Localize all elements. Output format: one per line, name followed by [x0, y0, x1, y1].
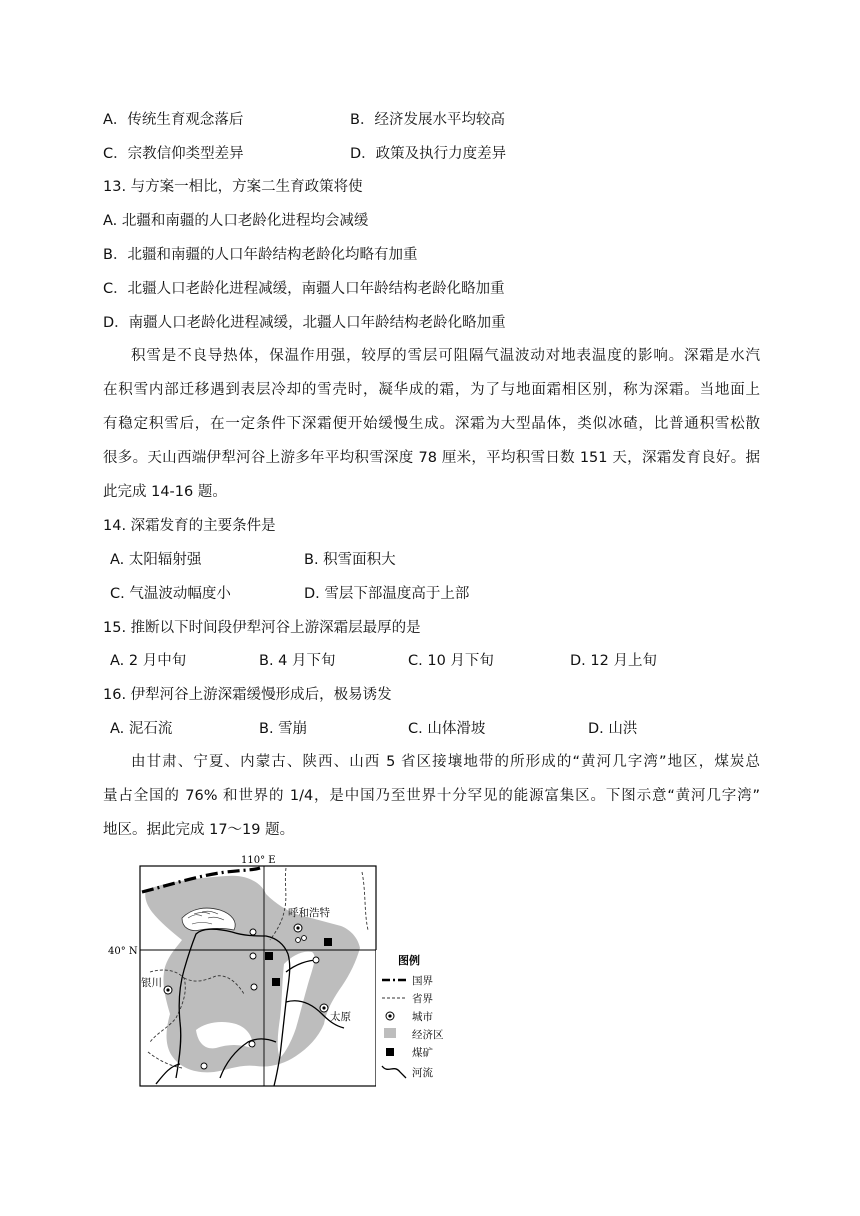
legend-river-label: 河流 [412, 1067, 433, 1079]
q16-option-b: B. 雪崩 [259, 721, 308, 737]
q14-option-c: C. 气温波动幅度小 [110, 586, 231, 602]
latitude-label: 40° N [108, 946, 138, 957]
passage1-line: 积雪是不良导热体，保温作用强，较厚的雪层可阻隔气温波动对地表温度的影响。深霜是水汽 [131, 348, 760, 364]
coal-mine [272, 978, 280, 986]
q15-option-d: D. 12 月上旬 [570, 653, 657, 669]
q14-option-b: B. 积雪面积大 [304, 552, 396, 568]
legend-province-label: 省界 [412, 993, 433, 1005]
coal-mine [265, 952, 273, 960]
passage2-line: 地区。据此完成 17～19 题。 [103, 822, 295, 838]
passage2-line: 量占全国的 76% 和世界的 1/4，是中国乃至世界十分罕见的能源富集区。下图示意“黄河几字湾” [103, 788, 760, 804]
q12-option-a: A．传统生育观念落后 [103, 112, 244, 128]
passage1-line: 有稳定积雪后，在一定条件下深霜便开始缓慢生成。深霜为大型晶体，类似冰碴，比普通积雪松散 [103, 416, 760, 432]
city-hohhot-label: 呼和浩特 [288, 907, 330, 919]
q16-option-d: D. 山洪 [588, 721, 638, 737]
passage1-line: 很多。天山西端伊犁河谷上游多年平均积雪深度 78 厘米，平均积雪日数 151 天，深霜发育良好。据 [103, 450, 760, 466]
coal-mine [324, 938, 332, 946]
q13-option-c: C．北疆人口老龄化进程减缓，南疆人口年龄结构老龄化略加重 [103, 281, 505, 297]
legend-coal-symbol [386, 1048, 394, 1056]
legend-city-label: 城市 [412, 1011, 433, 1023]
passage1-line: 在积雪内部迁移遇到表层冷却的雪壳时，凝华成的霜，为了与地面霜相区别，称为深霜。当地面上 [103, 382, 760, 398]
passage2-line: 由甘肃、宁夏、内蒙古、陕西、山西 5 省区接壤地带的所形成的“黄河几字湾”地区，煤炭总 [131, 754, 760, 770]
q15-stem: 15. 推断以下时间段伊犁河谷上游深霜层最厚的是 [103, 620, 421, 636]
q16-option-a: A. 泥石流 [110, 721, 173, 737]
q15-option-c: C. 10 月下旬 [408, 653, 494, 669]
city-hohhot-dot [296, 926, 299, 929]
longitude-label: 110° E [241, 855, 276, 866]
q13-stem: 13. 与方案一相比，方案二生育政策将使 [103, 179, 363, 195]
q14-option-a: A. 太阳辐射强 [110, 552, 202, 568]
q16-stem: 16. 伊犁河谷上游深霜缓慢形成后，极易诱发 [103, 687, 392, 703]
q12-option-d: D．政策及执行力度差异 [350, 146, 507, 162]
city-taiyuan-label: 太原 [330, 1011, 351, 1023]
legend-zone-symbol [384, 1028, 396, 1038]
q15-option-a: A. 2 月中旬 [110, 653, 187, 669]
passage1-line: 此完成 14-16 题。 [103, 484, 227, 500]
q14-option-d: D. 雪层下部温度高于上部 [304, 586, 470, 602]
q14-stem: 14. 深霜发育的主要条件是 [103, 518, 276, 534]
legend-zone-label: 经济区 [412, 1029, 444, 1041]
q15-option-b: B. 4 月下旬 [259, 653, 336, 669]
q13-option-b: B．北疆和南疆的人口年龄结构老龄化均略有加重 [103, 247, 418, 263]
legend-title: 图例 [398, 954, 420, 967]
q12-option-b: B．经济发展水平均较高 [350, 112, 505, 128]
yellow-river-bend-map [108, 852, 448, 1088]
q13-option-d: D．南疆人口老龄化进程减缓，北疆人口年龄结构老龄化略加重 [103, 315, 506, 331]
q13-option-a: A. 北疆和南疆的人口老龄化进程均会减缓 [103, 213, 369, 229]
legend-border-label: 国界 [412, 975, 433, 987]
q12-option-c: C．宗教信仰类型差异 [103, 146, 244, 162]
legend-city-dot [388, 1014, 391, 1017]
legend-coal-label: 煤矿 [412, 1047, 433, 1059]
city-yinchuan-dot [166, 988, 169, 991]
q16-option-c: C. 山体滑坡 [408, 721, 486, 737]
city-taiyuan-dot [322, 1006, 325, 1009]
city-yinchuan-label: 银川 [141, 977, 162, 989]
